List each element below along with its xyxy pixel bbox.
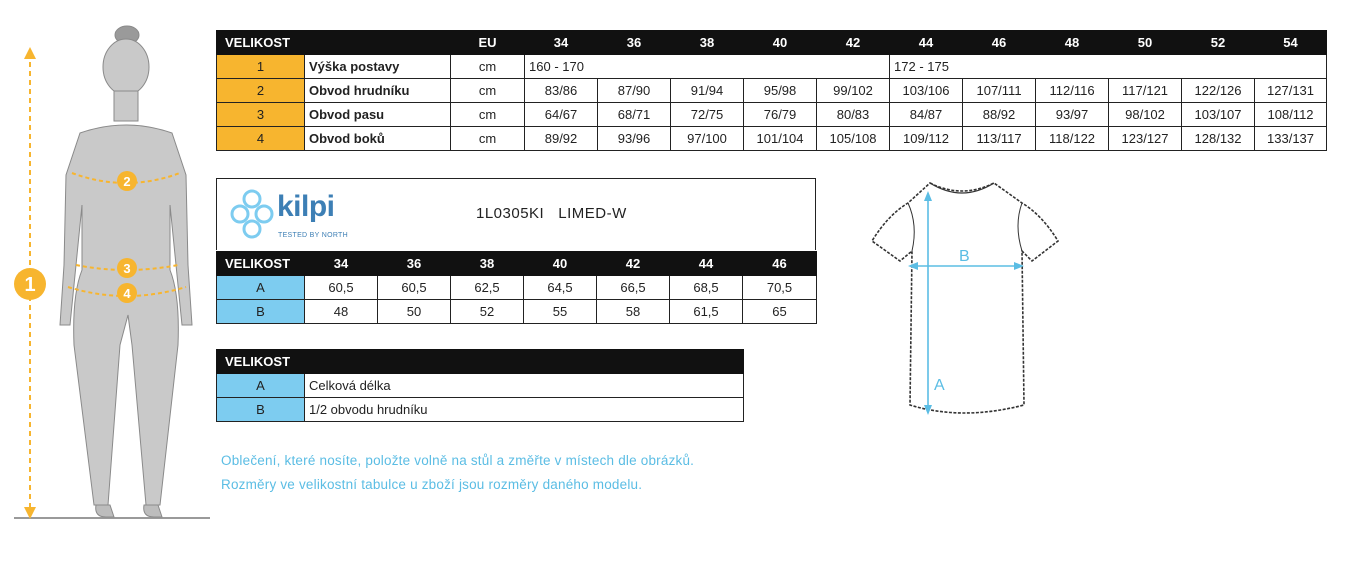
logo-name: kilpi [277, 190, 335, 223]
table-row [217, 300, 817, 324]
header-velikost: VELIKOST [217, 31, 451, 55]
svg-text:1: 1 [24, 274, 36, 296]
value-cell: 93/97 [1036, 103, 1109, 127]
header-size: 38 [451, 252, 524, 276]
value-cell: 91/94 [671, 79, 744, 103]
table-row [217, 79, 1327, 103]
row-key: B [217, 398, 305, 422]
size-table-header [217, 31, 1327, 55]
row-number: 3 [217, 103, 305, 127]
legend-header [217, 350, 744, 374]
model-code-value: 1L0305KI [476, 205, 545, 222]
header-eu: EU [451, 31, 525, 55]
header-size: 46 [963, 31, 1036, 55]
header-velikost: VELIKOST [217, 350, 744, 374]
row-label: Obvod boků [305, 127, 451, 151]
value-cell: 108/112 [1255, 103, 1327, 127]
kilpi-logo-icon [229, 188, 275, 242]
value-cell: 89/92 [525, 127, 598, 151]
header-size: 54 [1255, 31, 1327, 55]
legend-description: 1/2 obvodu hrudníku [305, 398, 744, 422]
value-cell: 48 [305, 300, 378, 324]
value-cell: 68,5 [670, 276, 743, 300]
value-cell: 50 [378, 300, 451, 324]
height-arrow-top [24, 47, 36, 59]
height-range-cell: 160 - 170 [525, 55, 890, 79]
value-cell: 72/75 [671, 103, 744, 127]
header-size: 36 [598, 31, 671, 55]
value-cell: 127/131 [1255, 79, 1327, 103]
value-cell: 60,5 [305, 276, 378, 300]
marker-3 [117, 258, 137, 278]
size-table [216, 30, 1327, 151]
tshirt-outline [872, 183, 1058, 413]
value-cell: 97/100 [671, 127, 744, 151]
value-cell: 65 [743, 300, 817, 324]
value-cell: 64,5 [524, 276, 597, 300]
legend-table [216, 349, 744, 422]
header-size: 46 [743, 252, 817, 276]
value-cell: 93/96 [598, 127, 671, 151]
value-cell: 107/111 [963, 79, 1036, 103]
table-row [217, 55, 1327, 79]
height-range-cell: 172 - 175 [890, 55, 1327, 79]
table-row [217, 374, 744, 398]
value-cell: 87/90 [598, 79, 671, 103]
value-cell: 103/107 [1182, 103, 1255, 127]
measurement-note: Rozměry ve velikostní tabulce u zboží jsou rozměry daného modelu. [221, 477, 643, 492]
tshirt-diagram [862, 175, 1068, 430]
value-cell: 128/132 [1182, 127, 1255, 151]
header-size: 34 [305, 252, 378, 276]
value-cell: 84/87 [890, 103, 963, 127]
unit-cell: cm [451, 55, 525, 79]
header-size: 40 [524, 252, 597, 276]
row-label: Výška postavy [305, 55, 451, 79]
row-key: A [217, 276, 305, 300]
header-size: 38 [671, 31, 744, 55]
marker-1 [14, 268, 46, 300]
legend-description: Celková délka [305, 374, 744, 398]
table-row [217, 127, 1327, 151]
value-cell: 123/127 [1109, 127, 1182, 151]
header-size: 44 [890, 31, 963, 55]
row-number: 2 [217, 79, 305, 103]
header-size: 42 [597, 252, 670, 276]
value-cell: 113/117 [963, 127, 1036, 151]
svg-text:2: 2 [123, 174, 131, 189]
model-name: LIMED-W [558, 205, 627, 222]
value-cell: 80/83 [817, 103, 890, 127]
model-code [476, 205, 627, 222]
header-size: 52 [1182, 31, 1255, 55]
value-cell: 52 [451, 300, 524, 324]
value-cell: 70,5 [743, 276, 817, 300]
measurement-note: Oblečení, které nosíte, položte volně na stůl a změřte v místech dle obrázků. [221, 453, 695, 468]
value-cell: 101/104 [744, 127, 817, 151]
value-cell: 60,5 [378, 276, 451, 300]
value-cell: 112/116 [1036, 79, 1109, 103]
value-cell: 117/121 [1109, 79, 1182, 103]
marker-2 [117, 171, 137, 191]
table-row [217, 276, 817, 300]
value-cell: 83/86 [525, 79, 598, 103]
table-row [217, 103, 1327, 127]
header-size: 44 [670, 252, 743, 276]
value-cell: 64/67 [525, 103, 598, 127]
model-table-header [217, 252, 817, 276]
value-cell: 55 [524, 300, 597, 324]
header-size: 40 [744, 31, 817, 55]
unit-cell: cm [451, 103, 525, 127]
svg-text:3: 3 [123, 261, 131, 276]
label-b: B [959, 248, 970, 265]
value-cell: 61,5 [670, 300, 743, 324]
value-cell: 122/126 [1182, 79, 1255, 103]
value-cell: 109/112 [890, 127, 963, 151]
row-number: 1 [217, 55, 305, 79]
logo-tagline: TESTED BY NORTH [278, 232, 348, 239]
svg-text:4: 4 [123, 286, 131, 301]
body-measurement-figure [10, 25, 215, 525]
row-key: A [217, 374, 305, 398]
unit-cell: cm [451, 127, 525, 151]
header-size: 42 [817, 31, 890, 55]
header-velikost: VELIKOST [217, 252, 305, 276]
header-size: 50 [1109, 31, 1182, 55]
row-label: Obvod hrudníku [305, 79, 451, 103]
header-size: 36 [378, 252, 451, 276]
value-cell: 62,5 [451, 276, 524, 300]
row-label: Obvod pasu [305, 103, 451, 127]
value-cell: 66,5 [597, 276, 670, 300]
model-size-table [216, 251, 817, 324]
value-cell: 103/106 [890, 79, 963, 103]
value-cell: 118/122 [1036, 127, 1109, 151]
value-cell: 99/102 [817, 79, 890, 103]
value-cell: 95/98 [744, 79, 817, 103]
marker-4 [117, 283, 137, 303]
label-a: A [934, 377, 945, 394]
row-number: 4 [217, 127, 305, 151]
row-key: B [217, 300, 305, 324]
value-cell: 76/79 [744, 103, 817, 127]
value-cell: 58 [597, 300, 670, 324]
value-cell: 105/108 [817, 127, 890, 151]
unit-cell: cm [451, 79, 525, 103]
table-row [217, 398, 744, 422]
value-cell: 98/102 [1109, 103, 1182, 127]
value-cell: 68/71 [598, 103, 671, 127]
value-cell: 133/137 [1255, 127, 1327, 151]
header-size: 34 [525, 31, 598, 55]
header-size: 48 [1036, 31, 1109, 55]
value-cell: 88/92 [963, 103, 1036, 127]
